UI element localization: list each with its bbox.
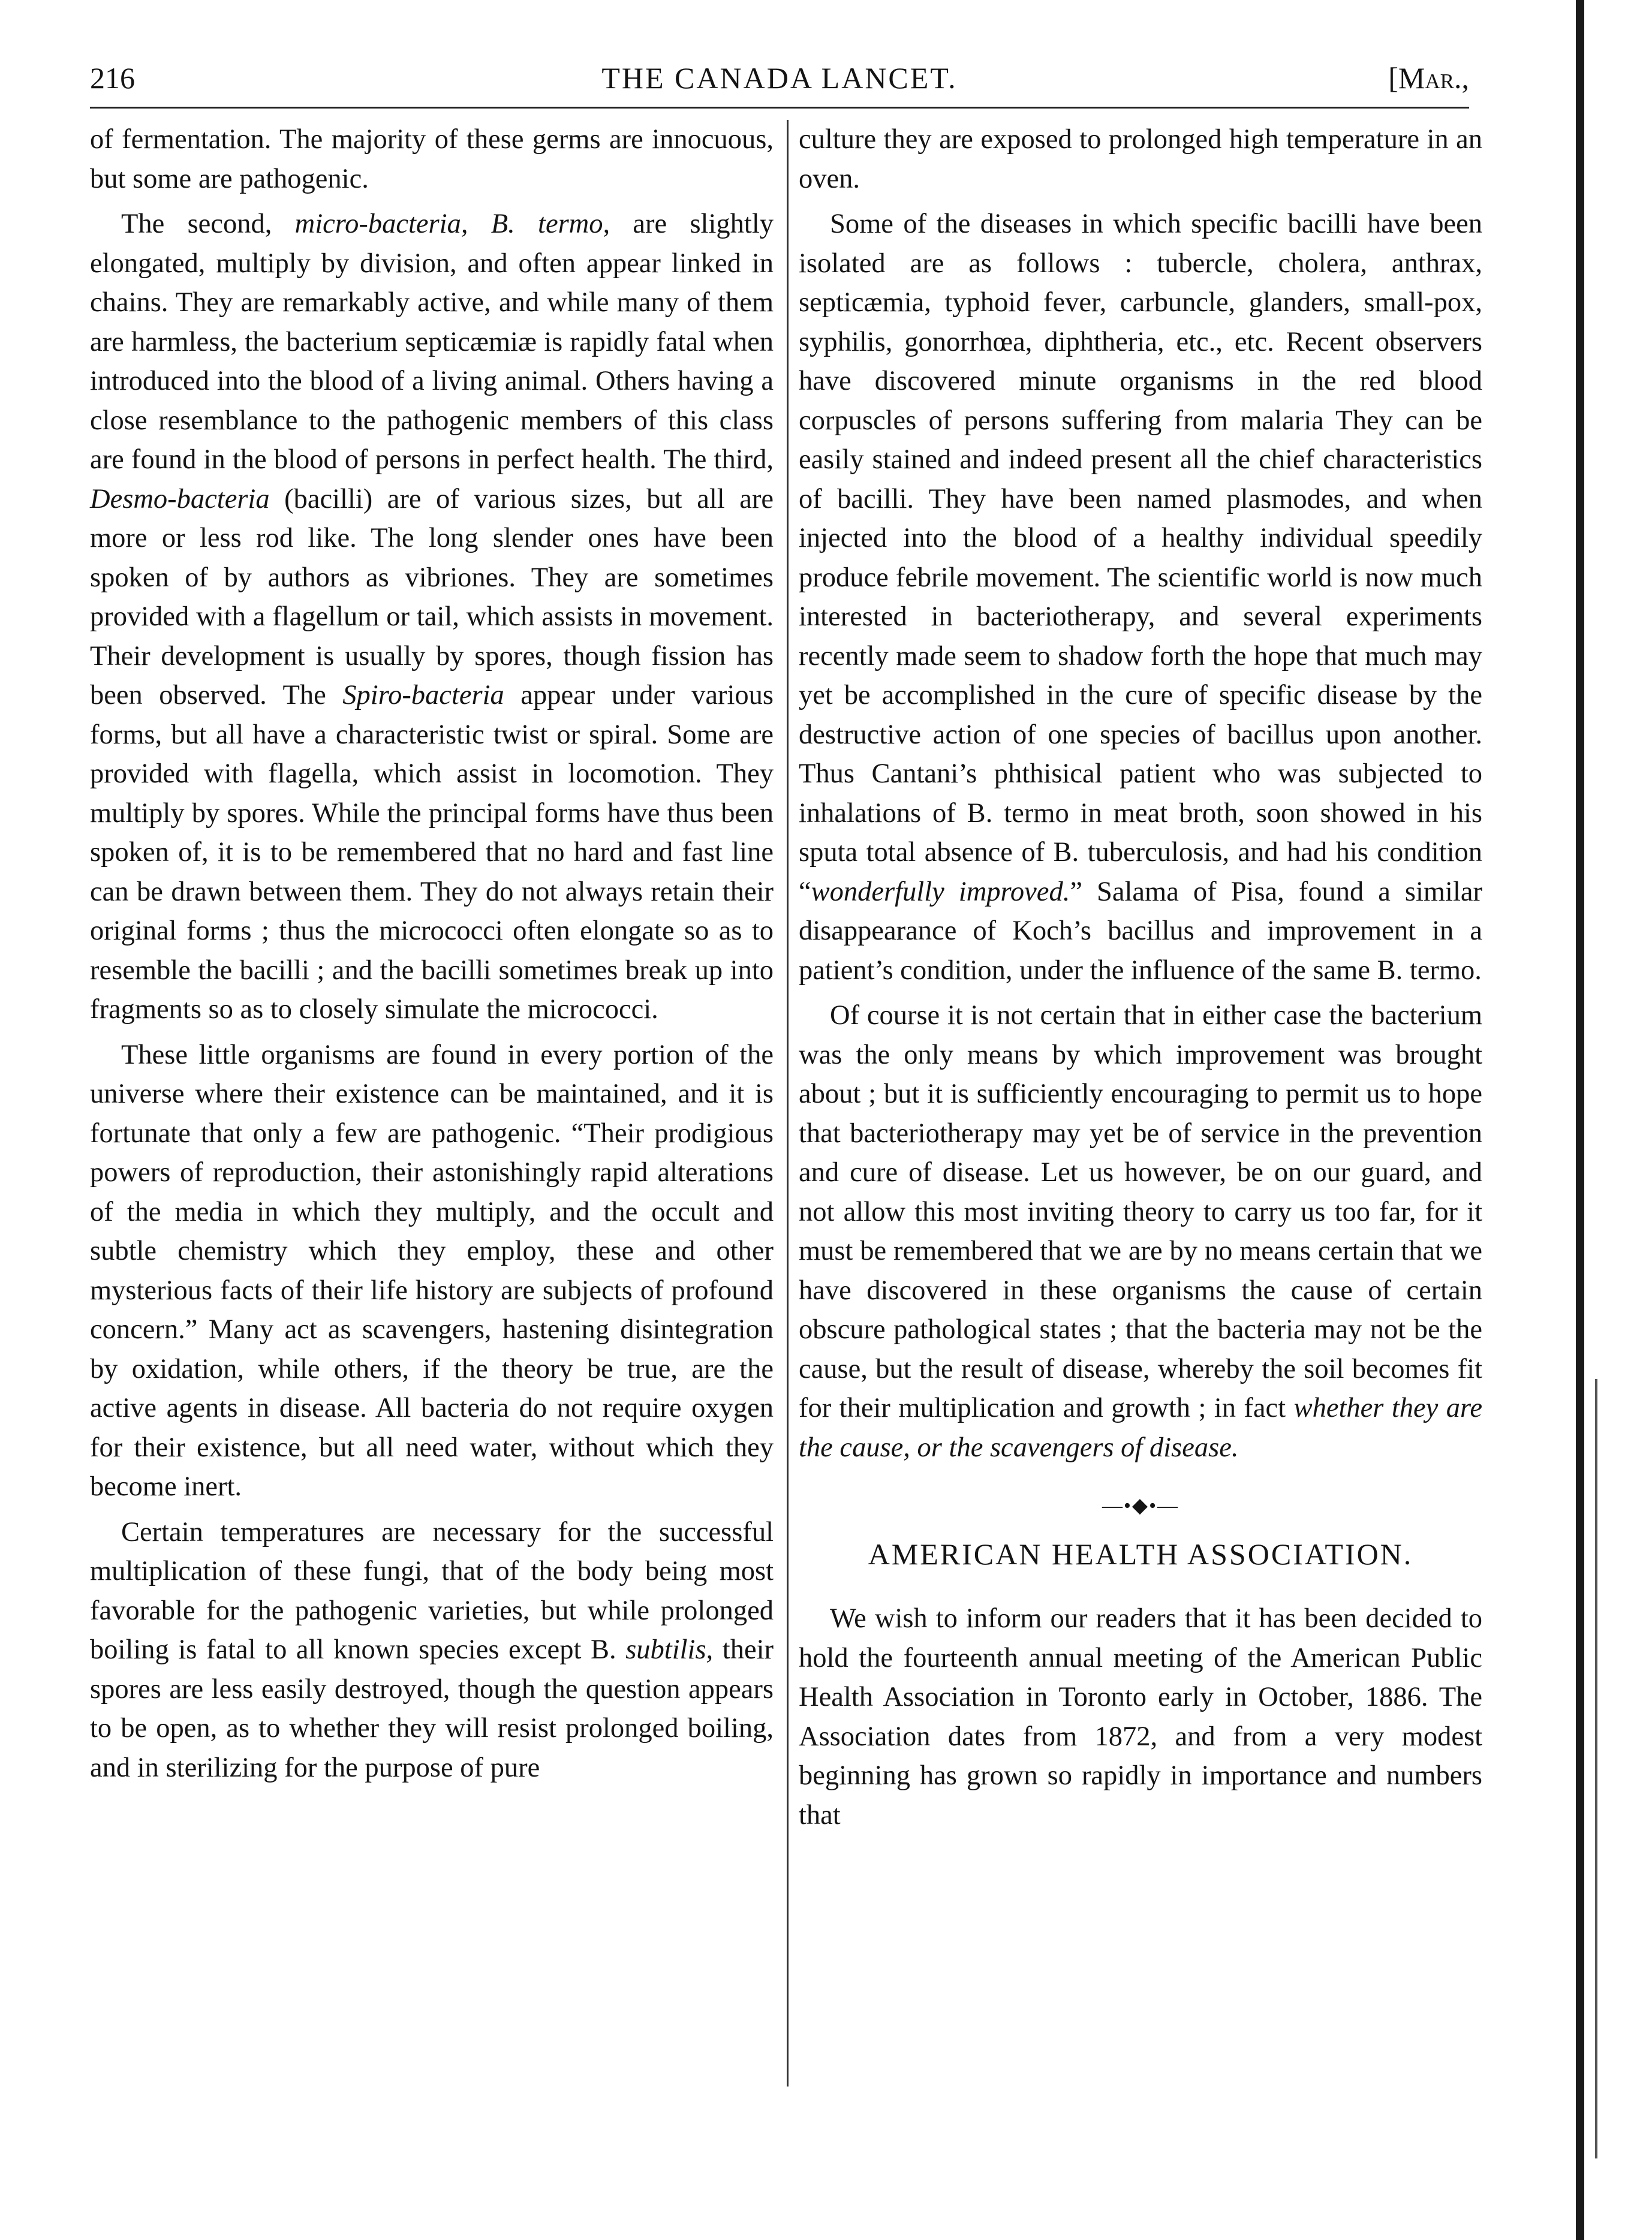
paragraph <box>90 204 774 1029</box>
text-run: their spores are less easily destroyed, though the question appears to be open, as to whether they will resist prolonged boiling, and in sterilizing for the purpose of pure <box>90 1634 774 1783</box>
text-run: We wish to inform our readers that it has been decided to hold the fourteenth annual meeting of the American Public Health Association in Toronto early in October, 1886. The Association dates from 1872, and from a very modest beginning has grown so rapidly in importance and numbers that <box>799 1603 1482 1830</box>
right-column-paragraphs <box>799 120 1482 1467</box>
scan-edge-line-secondary <box>1595 1379 1597 2158</box>
column-rule <box>787 120 789 2087</box>
text-run: of fermentation. The majority of these germs are innocuous, but some are pathogenic. <box>90 124 774 194</box>
paragraph <box>90 120 774 198</box>
text-run: culture they are exposed to prolonged high temperature in an oven. <box>799 124 1482 194</box>
text-run: Of course it is not certain that in either case the bacterium was the only means by which improvement was brought about ; but it is sufficiently encouraging to permit us to hope that bacteriotherapy may yet be of service in the prevention and cure of disease. Let us however, be on our guard, and not allow this most inviting theory to carry us too far, for it must be remembered that we are by no means certain that we have discovered in these organisms the cause of certain obscure pathological states ; that the bacteria may not be the cause, but the result of disease, whereby the soil becomes fit for their multiplication and growth ; in fact <box>799 1000 1482 1423</box>
paragraph <box>799 1599 1482 1835</box>
left-column <box>90 120 774 1793</box>
header-rule <box>90 107 1469 109</box>
section-divider: —•◆•— <box>1102 1495 1179 1517</box>
text-run: are slightly elongated, multiply by division, and often appear linked in chains. They are remarkably active, and while many of them are harmless, the bacterium septicæmiæ is rapidly fatal when introduced into the blood of a living animal. Others having a close resemblance to the pathogenic members of this class are found in the blood of persons in perfect health. The third, <box>90 209 774 475</box>
paragraph <box>90 1513 774 1788</box>
right-column <box>799 120 1482 1841</box>
italic-text: Spiro-bacteria <box>342 680 504 710</box>
paragraph <box>799 120 1482 198</box>
scan-edge-line <box>1576 0 1584 2240</box>
text-run: ” Salama of Pisa, found a similar disappearance of Koch’s bacillus and improvement in a patient’s condition, under the influence of the same B. termo. <box>799 876 1483 986</box>
section-paragraphs <box>799 1599 1482 1835</box>
text-run: These little organisms are found in every portion of the universe where their existence can be maintained, and it is fortunate that only a few are pathogenic. “Their prodigious powers of reproduction, their astonishingly rapid alterations of the media in which they multiply, and the occult and subtle chemistry which they employ, these and other mysterious facts of their life history are subjects of profound concern.” Many act as scavengers, hastening disintegration by oxidation, while others, if the theory be true, are the active agents in disease. All bacteria do not require oxygen for their existence, but all need water, without which they become inert. <box>90 1039 774 1502</box>
text-run: Certain temperatures are necessary for the successful multiplication of these fungi, that of the body being most favorable for the pathogenic varieties, but while prolonged boiling is fatal to all known species except B. <box>90 1516 774 1665</box>
text-run: appear under various forms, but all have a characteristic twist or spiral. Some are provided with flagella, which assist in locomotion. They multiply by spores. While the principal forms have thus been spoken of, it is to be remembered that no hard and fast line can be drawn between them. They do not always retain their original forms ; thus the micrococci often elongate so as to resemble the bacilli ; and the bacilli sometimes break up into fragments so as to closely simulate the micrococci. <box>90 680 774 1025</box>
text-run: Some of the diseases in which specific bacilli have been isolated are as follows : tubercle, cholera, anthrax, septicæmia, typhoid fever, carbuncle, glanders, small-pox, syphilis, gonorrhœa, diphtheria, etc., etc. Recent observers have discovered minute organisms in the red blood corpuscles of persons suffering from malaria They can be easily stained and indeed present all the chief characteristics of bacilli. They have been named plasmodes, and when injected into the blood of a healthy individual speedily produce febrile movement. The scientific world is now much interested in bacteriotherapy, and several experiments recently made seem to shadow forth the hope that much may yet be accomplished in the cure of specific disease by the destructive action of one species of bacillus upon another. Thus Cantani’s phthisical patient who was subjected to inhalations of B. termo in meat broth, soon showed in his sputa total absence of B. tuberculosis, and had his condition “ <box>799 209 1482 907</box>
text-run: The second, <box>121 209 295 239</box>
running-header <box>90 60 1469 96</box>
paragraph <box>799 996 1482 1467</box>
paragraph <box>799 204 1482 990</box>
section-title: AMERICAN HEALTH ASSOCIATION. <box>868 1537 1413 1571</box>
page-number: 216 <box>90 61 135 95</box>
italic-text: micro-bacteria, B. termo, <box>294 209 610 239</box>
journal-title: THE CANADA LANCET. <box>601 61 958 95</box>
italic-text: Desmo-bacteria <box>90 483 270 514</box>
italic-text: wonderfully improved. <box>811 876 1070 907</box>
text-run: (bacilli) are of various sizes, but all are more or less rod like. The long slender ones have been spoken of by authors as vibriones. They are sometimes provided with a flagellum or tail, which assists in movement. Their development is usually by spores, though fission has been observed. The <box>90 483 774 710</box>
italic-text: subtilis, <box>625 1634 714 1665</box>
italic-text: whether they are the cause, or the scavengers of disease. <box>799 1393 1482 1463</box>
paragraph <box>90 1035 774 1507</box>
issue-month: [Mar., <box>1388 61 1469 95</box>
